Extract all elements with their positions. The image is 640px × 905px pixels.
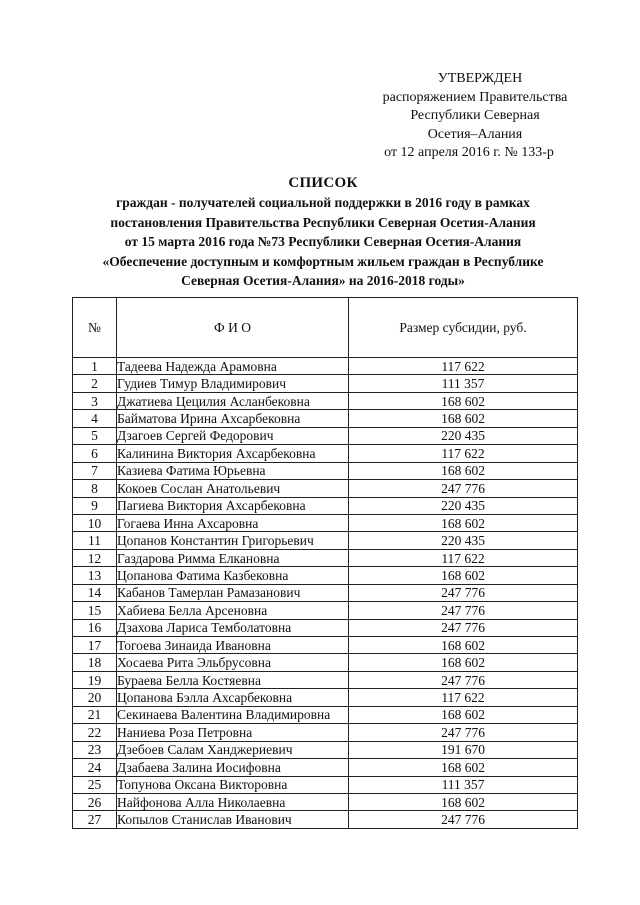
table-row <box>73 445 578 462</box>
row-number: 19 <box>73 671 117 688</box>
table-row <box>73 584 578 601</box>
subtitle-line: постановления Правительства Республики Северная Осетия-Алания <box>110 214 536 230</box>
document-heading <box>68 173 578 291</box>
subsidy-amount: 220 435 <box>349 427 578 444</box>
recipient-name: Бураева Белла Костяевна <box>117 671 349 688</box>
row-number: 9 <box>73 497 117 514</box>
subsidy-amount: 168 602 <box>349 759 578 776</box>
recipient-name: Цопанова Фатима Казбековна <box>117 567 349 584</box>
table-row <box>73 811 578 828</box>
subtitle-line: «Обеспечение доступным и комфортным жильем граждан в Республике <box>102 253 544 269</box>
row-number: 24 <box>73 759 117 776</box>
table-row <box>73 427 578 444</box>
table-row <box>73 602 578 619</box>
table-row <box>73 793 578 810</box>
subsidy-amount: 247 776 <box>349 602 578 619</box>
row-number: 1 <box>73 358 117 375</box>
recipient-name: Дзахова Лариса Темболатовна <box>117 619 349 636</box>
recipient-name: Наниева Роза Петровна <box>117 724 349 741</box>
recipient-name: Кокоев Сослан Анатольевич <box>117 480 349 497</box>
subsidy-amount: 247 776 <box>349 584 578 601</box>
row-number: 21 <box>73 706 117 723</box>
row-number: 17 <box>73 637 117 654</box>
subsidy-amount: 168 602 <box>349 706 578 723</box>
subsidy-amount: 111 357 <box>349 375 578 392</box>
subtitle-line: от 15 марта 2016 года №73 Республики Северная Осетия-Алания <box>124 234 522 249</box>
recipient-name: Топунова Оксана Викторовна <box>117 776 349 793</box>
recipient-name: Секинаева Валентина Владимировна <box>117 706 349 723</box>
recipient-name: Копылов Станислав Иванович <box>117 811 349 828</box>
row-number: 5 <box>73 427 117 444</box>
recipient-name: Тадеева Надежда Арамовна <box>117 358 349 375</box>
recipient-name: Хосаева Рита Эльбрусовна <box>117 654 349 671</box>
table-row <box>73 706 578 723</box>
table-row <box>73 671 578 688</box>
table-row <box>73 637 578 654</box>
row-number: 10 <box>73 514 117 531</box>
row-number: 6 <box>73 445 117 462</box>
subsidy-amount: 247 776 <box>349 671 578 688</box>
table-row <box>73 741 578 758</box>
recipient-name: Цопанов Константин Григорьевич <box>117 532 349 549</box>
row-number: 16 <box>73 619 117 636</box>
recipients-table <box>72 297 578 829</box>
recipient-name: Пагиева Виктория Ахсарбековна <box>117 497 349 514</box>
subsidy-amount: 220 435 <box>349 497 578 514</box>
subsidy-amount: 117 622 <box>349 358 578 375</box>
table-row <box>73 724 578 741</box>
document-subtitle <box>68 193 578 291</box>
table-header-row <box>73 298 578 358</box>
approval-line: распоряжением Правительства <box>382 89 568 105</box>
subsidy-amount: 191 670 <box>349 741 578 758</box>
table-row <box>73 392 578 409</box>
subsidy-amount: 168 602 <box>349 793 578 810</box>
row-number: 2 <box>73 375 117 392</box>
row-number: 13 <box>73 567 117 584</box>
subsidy-amount: 168 602 <box>349 654 578 671</box>
table-row <box>73 410 578 427</box>
subtitle-line: граждан - получателей социальной поддержки в 2016 году в рамках <box>116 195 530 210</box>
subsidy-amount: 168 602 <box>349 567 578 584</box>
header-number: № <box>73 298 117 358</box>
subsidy-amount: 111 357 <box>349 776 578 793</box>
header-subsidy-amount: Размер субсидии, руб. <box>349 298 578 358</box>
subsidy-amount: 220 435 <box>349 532 578 549</box>
table-row <box>73 619 578 636</box>
recipient-name: Тогоева Зинаида Ивановна <box>117 637 349 654</box>
table-row <box>73 462 578 479</box>
recipient-name: Казиева Фатима Юрьевна <box>117 462 349 479</box>
approval-line: Осетия–Алания <box>427 126 523 142</box>
table-row <box>73 514 578 531</box>
recipient-name: Гудиев Тимур Владимирович <box>117 375 349 392</box>
row-number: 11 <box>73 532 117 549</box>
subsidy-amount: 247 776 <box>349 619 578 636</box>
subsidy-amount: 117 622 <box>349 549 578 566</box>
recipient-name: Гогаева Инна Ахсаровна <box>117 514 349 531</box>
row-number: 3 <box>73 392 117 409</box>
subsidy-amount: 168 602 <box>349 514 578 531</box>
table-row <box>73 497 578 514</box>
row-number: 27 <box>73 811 117 828</box>
approval-line: Республики Северная <box>410 108 540 123</box>
recipient-name: Дзабаева Залина Иосифовна <box>117 759 349 776</box>
row-number: 7 <box>73 462 117 479</box>
table-row <box>73 759 578 776</box>
table-row <box>73 549 578 566</box>
recipient-name: Хабиева Белла Арсеновна <box>117 602 349 619</box>
table-row <box>73 480 578 497</box>
row-number: 26 <box>73 793 117 810</box>
table-row <box>73 654 578 671</box>
row-number: 25 <box>73 776 117 793</box>
subsidy-amount: 117 622 <box>349 689 578 706</box>
table-body <box>73 358 578 829</box>
subsidy-amount: 247 776 <box>349 480 578 497</box>
row-number: 12 <box>73 549 117 566</box>
recipient-name: Кабанов Тамерлан Рамазанович <box>117 584 349 601</box>
table-row <box>73 358 578 375</box>
recipient-name: Джатиева Цецилия Асланбековна <box>117 392 349 409</box>
subsidy-amount: 117 622 <box>349 445 578 462</box>
document-title: СПИСОК <box>288 175 358 191</box>
row-number: 20 <box>73 689 117 706</box>
row-number: 8 <box>73 480 117 497</box>
table-row <box>73 567 578 584</box>
approval-line: от 12 апреля 2016 г. № 133-р <box>384 145 554 160</box>
table-row <box>73 776 578 793</box>
row-number: 18 <box>73 654 117 671</box>
row-number: 14 <box>73 584 117 601</box>
subsidy-amount: 247 776 <box>349 811 578 828</box>
subtitle-line: Северная Осетия-Алания» на 2016-2018 годы» <box>181 273 465 288</box>
row-number: 15 <box>73 602 117 619</box>
subsidy-amount: 168 602 <box>349 637 578 654</box>
recipient-name: Дзагоев Сергей Федорович <box>117 427 349 444</box>
subsidy-amount: 168 602 <box>349 462 578 479</box>
table-row <box>73 532 578 549</box>
recipient-name: Байматова Ирина Ахсарбековна <box>117 410 349 427</box>
recipient-name: Цопанова Бэлла Ахсарбековна <box>117 689 349 706</box>
header-full-name: Ф И О <box>117 298 349 358</box>
subsidy-amount: 168 602 <box>349 410 578 427</box>
subsidy-amount: 247 776 <box>349 724 578 741</box>
approval-stamp <box>355 70 595 163</box>
recipient-name: Газдарова Римма Елкановна <box>117 549 349 566</box>
approval-line: УТВЕРЖДЕН <box>437 71 523 86</box>
recipient-name: Найфонова Алла Николаевна <box>117 793 349 810</box>
row-number: 4 <box>73 410 117 427</box>
row-number: 22 <box>73 724 117 741</box>
row-number: 23 <box>73 741 117 758</box>
recipient-name: Дзебоев Салам Ханджериевич <box>117 741 349 758</box>
table-row <box>73 375 578 392</box>
subsidy-amount: 168 602 <box>349 392 578 409</box>
table-row <box>73 689 578 706</box>
recipient-name: Калинина Виктория Ахсарбековна <box>117 445 349 462</box>
